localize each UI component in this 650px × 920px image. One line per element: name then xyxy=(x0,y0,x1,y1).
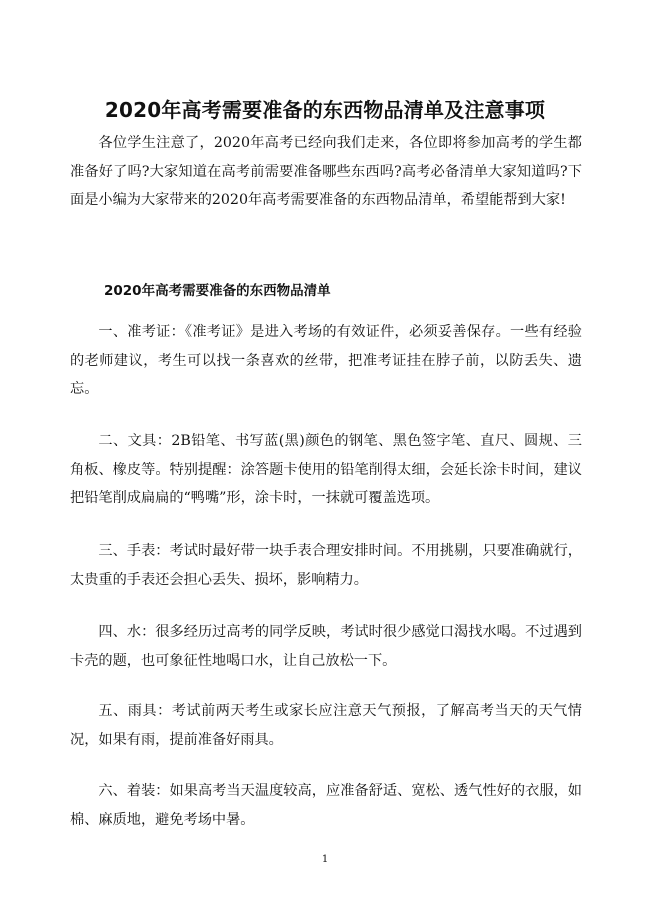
list-item-watch: 三、手表：考试时最好带一块手表合理安排时间。不用挑剔，只要准确就行，太贵重的手表还会担心丢失、损坏，影响精力。 xyxy=(70,543,582,588)
list-item-stationery: 二、文具：2B铅笔、书写蓝(黑)颜色的钢笔、黑色签字笔、直尺、圆规、三角板、橡皮等。特别提醒：涂答题卡使用的铅笔削得太细，会延长涂卡时间，建议把铅笔削成扁扁的“鸭嘴”形，涂卡时，一抹就可覆盖选项。 xyxy=(70,433,582,507)
list-item-admission-ticket: 一、准考证：《准考证》是进入考场的有效证件，必须妥善保存。一些有经验的老师建议，考生可以找一条喜欢的丝带，把准考证挂在脖子前，以防丢失、遗忘。 xyxy=(70,324,582,398)
section-heading: 2020年高考需要准备的东西物品清单 xyxy=(104,283,331,299)
document-title: 2020年高考需要准备的东西物品清单及注意事项 xyxy=(104,98,546,123)
intro-paragraph: 各位学生注意了，2020年高考已经向我们走来，各位即将参加高考的学生都准备好了吗?大家知道在高考前需要准备哪些东西吗?高考必备清单大家知道吗?下面是小编为大家带来的2020年高考需要准备的东西物品清单，希望能帮到大家! xyxy=(70,135,582,209)
list-item-clothing: 六、着装：如果高考当天温度较高，应准备舒适、宽松、透气性好的衣服，如棉、麻质地，避免考场中暑。 xyxy=(70,783,582,828)
list-item-rain-gear: 五、雨具：考试前两天考生或家长应注意天气预报，了解高考当天的天气情况，如果有雨，提前准备好雨具。 xyxy=(70,703,582,748)
page-number: 1 xyxy=(321,854,329,865)
list-item-water: 四、水：很多经历过高考的同学反映，考试时很少感觉口渴找水喝。不过遇到卡壳的题，也可象征性地喝口水，让自己放松一下。 xyxy=(70,624,582,669)
